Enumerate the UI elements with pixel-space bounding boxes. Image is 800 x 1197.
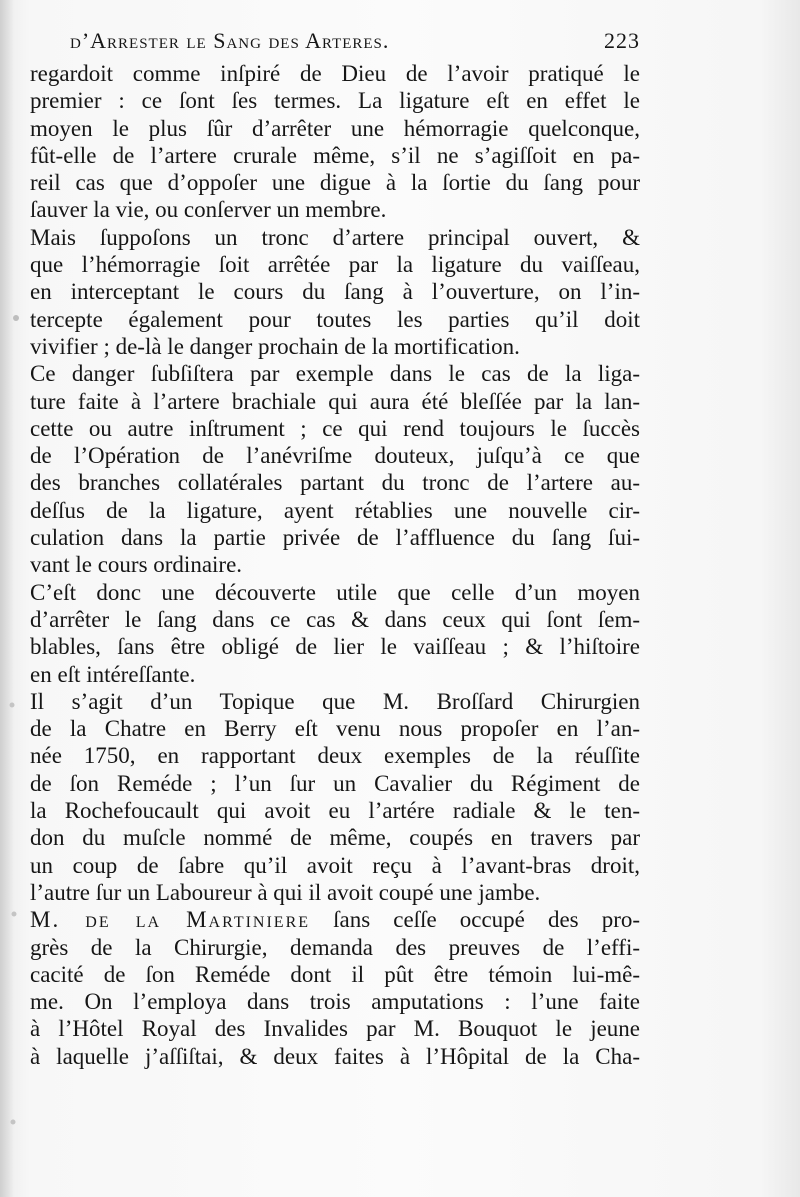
text-line: blables, ſans être obligé de lier le vaiſſeau ; & l’hiſtoire — [30, 634, 640, 660]
text-line — [30, 906, 640, 933]
text-line: culation dans la partie privée de l’affluence du ſang ſui- — [30, 525, 640, 551]
text-line: de l’Opération de l’anévriſme douteux, juſqu’à ce que — [30, 443, 640, 469]
text-line: don du muſcle nommé de même, coupés en travers par — [30, 825, 640, 851]
text-line: ture faite à l’artere brachiale qui aura été bleſſée par la lan- — [30, 388, 640, 414]
text-line: que l’hémorragie ſoit arrêtée par la ligature du vaiſſeau, — [30, 252, 640, 278]
text-line: moyen le plus ſûr d’arrêter une hémorragie quelconque, — [30, 115, 640, 141]
text-line: cette ou autre inſtrument ; ce qui rend toujours le ſuccès — [30, 415, 640, 441]
text-line: deſſus de la ligature, ayent rétablies une nouvelle cir- — [30, 497, 640, 523]
text-line: grès de la Chirurgie, demanda des preuves de l’effi- — [30, 934, 640, 960]
page-spine-shadow — [0, 0, 14, 1197]
text-line: Il s’agit d’un Topique que M. Broſſard Chirurgien — [30, 688, 640, 714]
text-line: l’autre ſur un Laboureur à qui il avoit coupé une jambe. — [30, 879, 541, 905]
text-fragment: ſans ceſſe occupé des pro- — [333, 907, 640, 933]
text-line: un coup de ſabre qu’il avoit reçu à l’avant-bras droit, — [30, 852, 640, 878]
text-line: de la Chatre en Berry eſt venu nous propoſer en l’an- — [30, 716, 640, 742]
text-line: en eſt intéreſſante. — [30, 661, 196, 687]
text-line: cacité de ſon Reméde dont il pût être témoin lui-mê- — [30, 961, 640, 987]
text-line: de ſon Reméde ; l’un ſur un Cavalier du Régiment de — [30, 770, 640, 796]
text-line: à laquelle j’aſſiſtai, & deux faites à l’Hôpital de la Cha- — [30, 1043, 640, 1069]
person-name: M. de la Martiniere — [30, 907, 311, 933]
body-text — [30, 60, 640, 1070]
text-line: des branches collatérales partant du tronc de l’artere au- — [30, 470, 640, 496]
running-head — [70, 28, 640, 58]
text-line: premier : ce ſont ſes termes. La ligature eſt en effet le — [30, 88, 640, 114]
text-line: fût-elle de l’artere crurale même, s’il ne s’agiſſoit en pa- — [30, 142, 640, 168]
text-line: à l’Hôtel Royal des Invalides par M. Bouquot le jeune — [30, 1016, 640, 1042]
text-line: d’arrêter le ſang dans ce cas & dans ceux qui ſont ſem- — [30, 606, 640, 632]
text-line: me. On l’employa dans trois amputations : l’une faite — [30, 989, 640, 1015]
text-line: reil cas que d’oppoſer une digue à la ſortie du ſang pour — [30, 170, 640, 196]
text-line: regardoit comme inſpiré de Dieu de l’avoir pratiqué le — [30, 61, 640, 86]
text-line: vivifier ; de-là le danger prochain de la mortification. — [30, 333, 520, 359]
text-line: Mais ſuppoſons un tronc d’artere principal ouvert, & — [30, 224, 640, 250]
text-line: ſauver la vie, ou conſerver un membre. — [30, 197, 387, 223]
text-line: en interceptant le cours du ſang à l’ouverture, on l’in- — [30, 279, 640, 305]
text-line: C’eſt donc une découverte utile que celle d’un moyen — [30, 579, 640, 605]
text-line: née 1750, en rapportant deux exemples de la réuſſite — [30, 743, 640, 769]
text-line: tercepte également pour toutes les parties qu’il doit — [30, 306, 640, 332]
text-line: la Rochefoucault qui avoit eu l’artére radiale & le ten- — [30, 798, 640, 824]
running-title: d’Arrester le Sang des Arteres. — [70, 28, 390, 53]
text-line: vant le cours ordinaire. — [30, 552, 243, 578]
page-number: 223 — [604, 28, 640, 53]
text-line: Ce danger ſubſiſtera par exemple dans le cas de la liga- — [30, 361, 640, 387]
